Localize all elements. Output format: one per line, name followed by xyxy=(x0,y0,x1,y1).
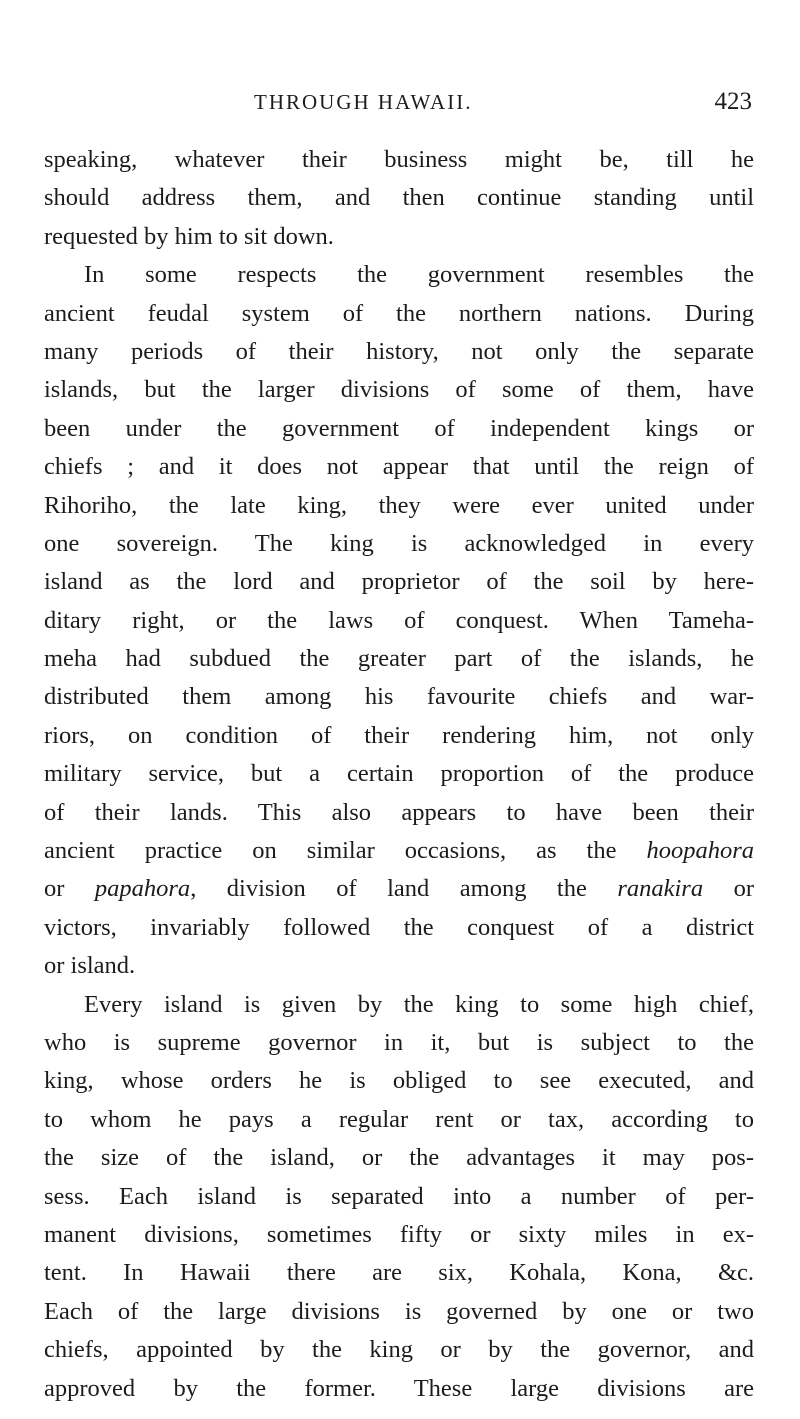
text-line: king, whose orders he is obliged to see executed, and xyxy=(44,1067,754,1095)
text-line: chiefs ; and it does not appear that until the reign of xyxy=(44,453,754,481)
text-line: islands, but the larger divisions of some of them, have xyxy=(44,376,754,404)
text-line: Rihoriho, the late king, they were ever united under xyxy=(44,491,754,519)
italic-term: ranakira xyxy=(617,875,704,903)
italic-term: hoopahora xyxy=(646,837,754,865)
text-line: the size of the island, or the advantages it may pos- xyxy=(44,1144,754,1172)
text-line: been under the government of independent kings or xyxy=(44,414,754,442)
text-segment: , division of land among the xyxy=(190,875,618,903)
text-line: many periods of their history, not only the separate xyxy=(44,337,754,365)
running-head xyxy=(0,84,800,120)
text-segment: or xyxy=(44,875,95,903)
text-line: meha had subdued the greater part of the islands, he xyxy=(44,645,754,673)
text-line: speaking, whatever their business might be, till he xyxy=(44,146,754,173)
text-line: of their lands. This also appears to have been their xyxy=(44,798,754,826)
text-line: sess. Each island is separated into a number of per- xyxy=(44,1182,754,1210)
page-number: 423 xyxy=(714,88,752,115)
text-line: approved by the former. These large divisions are xyxy=(44,1374,754,1402)
running-title: THROUGH HAWAII. xyxy=(254,90,473,114)
text-segment: ancient practice on similar occasions, as the xyxy=(44,837,647,865)
text-line: distributed them among his favourite chiefs and war- xyxy=(44,683,754,711)
text-line-with-italics xyxy=(44,832,754,870)
text-line: or island. xyxy=(44,952,136,980)
text-line: to whom he pays a regular rent or tax, according to xyxy=(44,1105,754,1133)
text-line: victors, invariably followed the conquest of a district xyxy=(44,913,754,941)
text-line: tent. In Hawaii there are six, Kohala, Kona, &c. xyxy=(44,1259,754,1287)
body-text xyxy=(44,141,754,1408)
text-line: one sovereign. The king is acknowledged in every xyxy=(44,529,754,557)
text-line: island as the lord and proprietor of the soil by here- xyxy=(44,568,754,596)
text-line: requested by him to sit down. xyxy=(44,222,334,250)
text-line: riors, on condition of their rendering him, not only xyxy=(44,721,754,749)
italic-term: papahora xyxy=(94,875,191,903)
text-line: military service, but a certain proportion of the produce xyxy=(44,760,754,788)
text-line: chiefs, appointed by the king or by the governor, and xyxy=(44,1336,754,1364)
text-line: Each of the large divisions is governed by one or two xyxy=(44,1297,754,1325)
text-segment: or xyxy=(703,875,754,903)
text-line: ditary right, or the laws of conquest. When Tameha- xyxy=(44,606,754,634)
text-line-with-italics xyxy=(44,870,754,908)
text-line: Every island is given by the king to some high chief, xyxy=(84,990,754,1018)
text-line: ancient feudal system of the northern nations. During xyxy=(44,299,754,327)
text-line: manent divisions, sometimes fifty or sixty miles in ex- xyxy=(44,1220,754,1248)
text-line: In some respects the government resembles the xyxy=(84,261,754,289)
text-line: who is supreme governor in it, but is subject to the xyxy=(44,1028,754,1056)
text-line: should address them, and then continue standing until xyxy=(44,184,754,212)
